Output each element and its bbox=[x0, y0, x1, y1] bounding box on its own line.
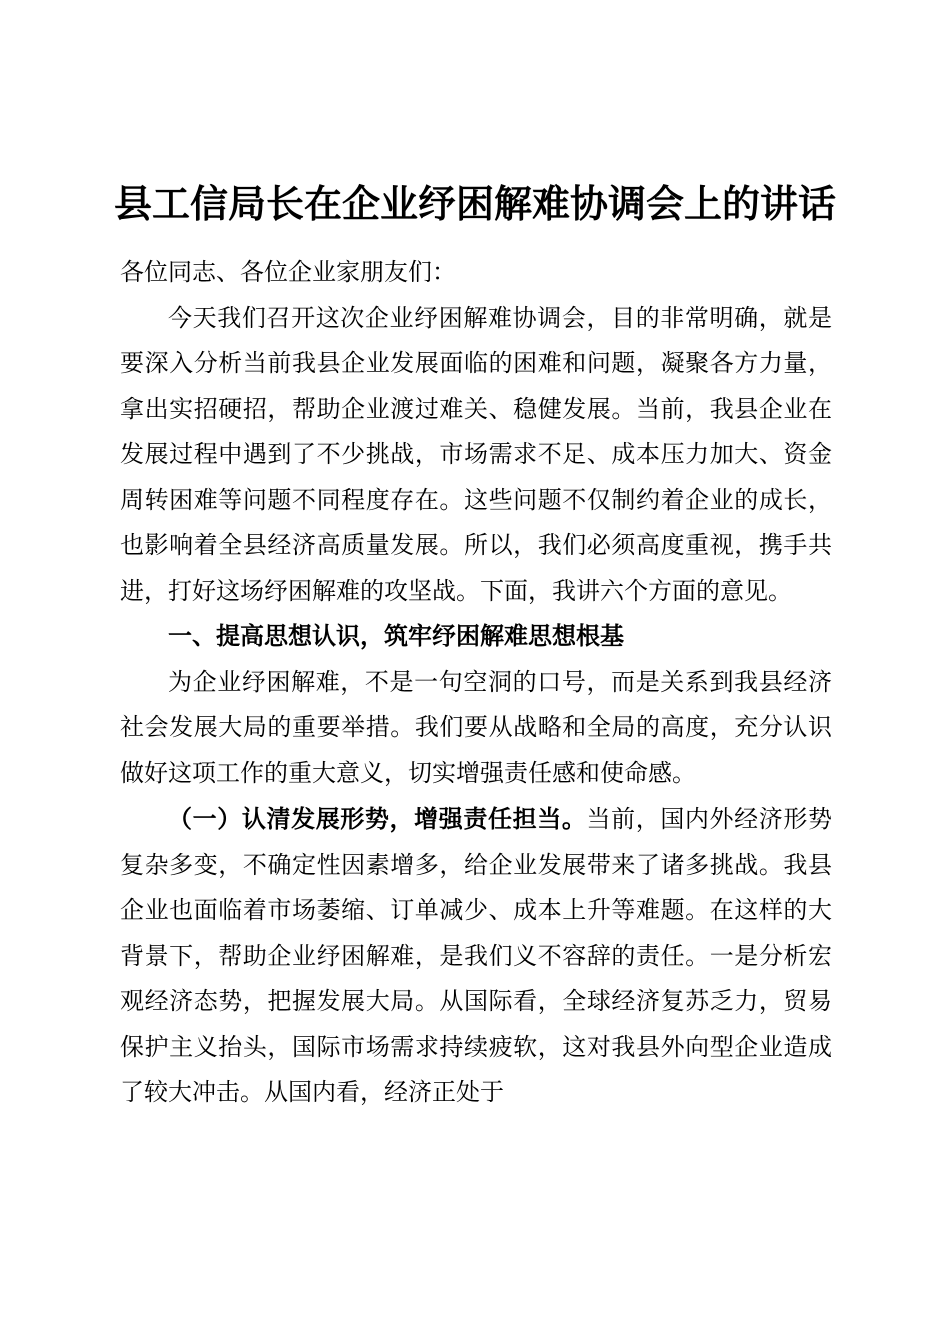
subsection-heading: （一）认清发展形势，增强责任担当。 bbox=[168, 804, 587, 833]
salutation: 各位同志、各位企业家朋友们： bbox=[120, 258, 456, 286]
section-heading: 一、提高思想认识，筑牢纾困解难思想根基 bbox=[168, 622, 624, 650]
intro-paragraph: 今天我们召开这次企业纾困解难协调会，目的非常明确，就是要深入分析当前我县企业发展面临的困难和问题，凝聚各方力量，拿出实招硬招，帮助企业渡过难关、稳健发展。当前，我县企业在发展过程中遇到了不少挑战，市场需求不足、成本压力加大、资金周转困难等问题不同程度存在。这些问题不仅制约着企业的成长，也影响着全县经济高质量发展。所以，我们必须高度重视，携手共进，打好这场纾困解难的攻坚战。下面，我讲六个方面的意见。 bbox=[120, 303, 832, 605]
document-title: 县工信局长在企业纾困解难协调会上的讲话 bbox=[113, 181, 836, 226]
section-intro-paragraph: 为企业纾困解难，不是一句空洞的口号，而是关系到我县经济社会发展大局的重要举措。我们要从战略和全局的高度，充分认识做好这项工作的重大意义，切实增强责任感和使命感。 bbox=[120, 667, 832, 787]
subsection-paragraph bbox=[120, 796, 832, 1116]
subsection-text: 当前，国内外经济形势复杂多变，不确定性因素增多，给企业发展带来了诸多挑战。我县企业也面临着市场萎缩、订单减少、成本上升等难题。在这样的大背景下，帮助企业纾困解难，是我们义不容辞的责任。一是分析宏观经济态势，把握发展大局。从国际看，全球经济复苏乏力，贸易保护主义抬头，国际市场需求持续疲软，这对我县外向型企业造成了较大冲击。从国内看，经济正处于 bbox=[120, 805, 833, 1106]
document-body bbox=[120, 250, 832, 1116]
